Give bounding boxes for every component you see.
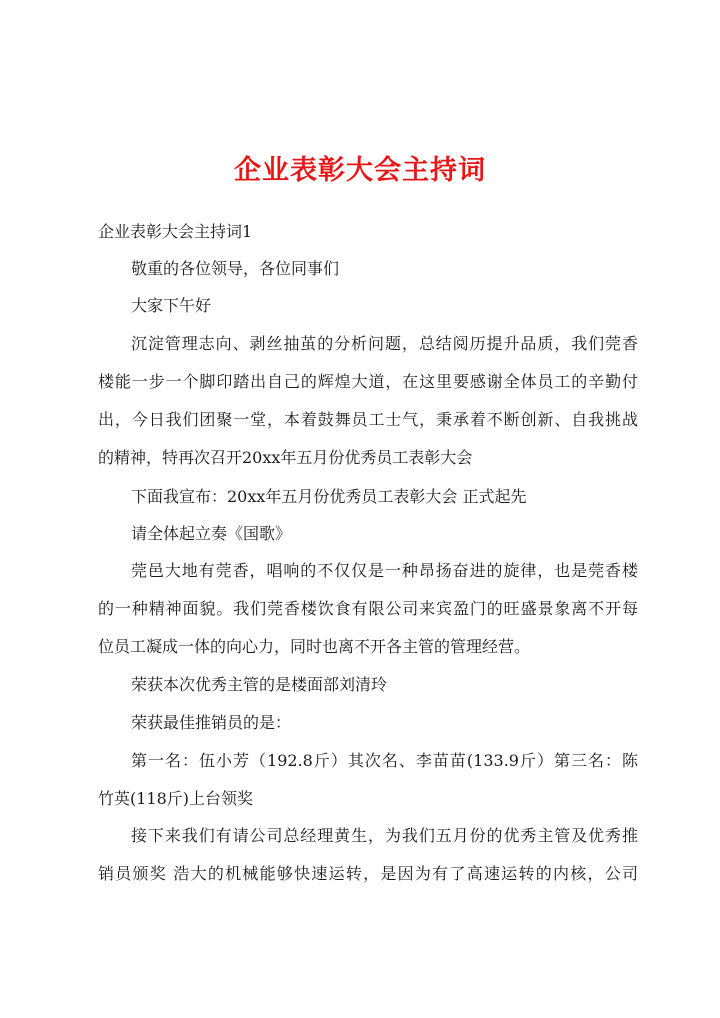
section-heading: 企业表彰大会主持词1 [98,222,253,241]
paragraph-line: 竹英(118斤)上台领奖 [98,789,254,808]
paragraph-line: 位员工凝成一体的向心力，同时也离不开各主管的管理经营。 [98,637,531,656]
greeting-line: 大家下午好 [131,296,212,315]
paragraph-line: 荣获最佳推销员的是： [131,713,292,732]
paragraph-line: 接下来我们有请公司总经理黄生，为我们五月份的优秀主管及优秀推 [131,826,638,845]
paragraph-line: 出，今日我们团聚一堂，本着鼓舞员工士气，秉承着不断创新、自我挑战 [98,410,638,429]
greeting-line: 敬重的各位领导，各位同事们 [131,259,340,278]
paragraph-line: 楼能一步一个脚印踏出自己的辉煌大道，在这里要感谢全体员工的辛勤付 [98,372,638,391]
paragraph-line: 下面我宣布：20xx年五月份优秀员工表彰大会 正式起先 [131,487,527,506]
paragraph-line: 沉淀管理志向、剥丝抽茧的分析问题，总结阅历提升品质，我们莞香 [131,334,638,353]
paragraph-line: 销员颁奖 浩大的机械能够快速运转，是因为有了高速运转的内核，公司 [98,864,638,883]
paragraph-line: 莞邑大地有莞香，唱响的不仅仅是一种昂扬奋进的旋律，也是莞香楼 [131,561,638,580]
paragraph-line: 第一名：伍小芳（192.8斤）其次名、李苗苗(133.9斤）第三名：陈 [131,751,638,770]
paragraph-line: 的一种精神面貌。我们莞香楼饮食有限公司来宾盈门的旺盛景象离不开每 [98,599,638,618]
paragraph-line: 荣获本次优秀主管的是楼面部刘清玲 [131,675,388,694]
document-title: 企业表彰大会主持词 [234,155,486,186]
paragraph-line: 请全体起立奏《国歌》 [131,524,292,543]
paragraph-line: 的精神，特再次召开20xx年五月份优秀员工表彰大会 [98,448,473,467]
